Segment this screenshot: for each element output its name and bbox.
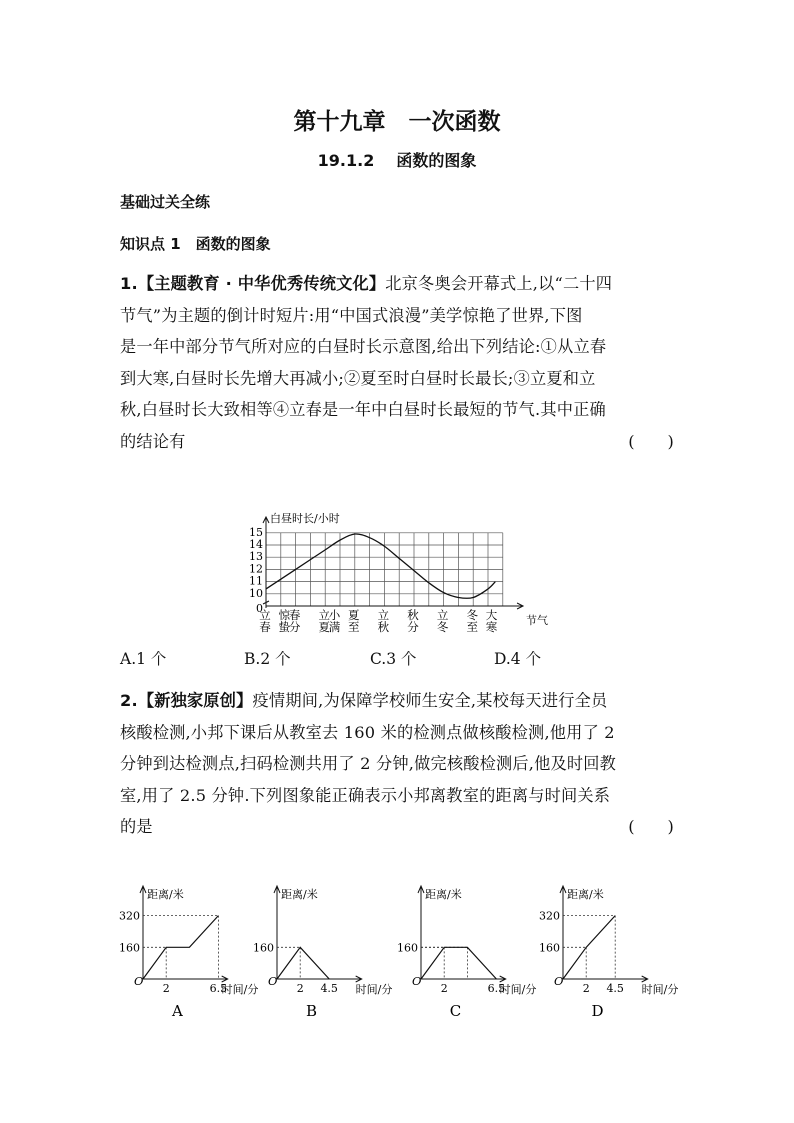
x-tick-label-bottom: 寒 <box>485 620 498 634</box>
graph-caption: A <box>172 1002 183 1020</box>
y-tick-label: 11 <box>249 574 263 588</box>
question-2 <box>120 685 676 843</box>
section-title: 函数的图象 <box>396 151 477 170</box>
question-line <box>120 268 676 300</box>
question-tag: 【主题教育 · 中华优秀传统文化】 <box>137 274 386 293</box>
x-tick-label-top: 立 <box>318 608 330 622</box>
x-axis-label: 时间/分 <box>499 983 537 996</box>
y-tick-label: 10 <box>249 586 263 600</box>
graph-option-d[interactable] <box>538 883 679 1023</box>
y-tick-label: 15 <box>249 525 263 539</box>
x-tick-label-top: 小 <box>328 608 341 622</box>
x-tick-label-top: 大 <box>485 608 498 622</box>
option-a[interactable]: A.1 个 <box>120 650 167 668</box>
question-line: 节气”为主题的倒计时短片:用“中国式浪漫”美学惊艳了世界,下图 <box>120 305 583 325</box>
question-line <box>120 685 676 717</box>
question-line: 室,用了 2.5 分钟.下列图象能正确表示小邦离教室的距离与时间关系 <box>120 785 611 805</box>
x-tick-label-bottom: 蛰 <box>278 620 290 634</box>
option-b[interactable]: B.2 个 <box>244 650 291 668</box>
origin-label: O <box>268 974 278 988</box>
x-tick-label: 6.5 <box>209 982 228 995</box>
y-tick-label: 320 <box>539 909 560 923</box>
x-tick-label-top: 惊 <box>278 608 290 622</box>
question-line: 核酸检测,小邦下课后从教室去 160 米的检测点做核酸检测,他用了 2 <box>120 722 615 742</box>
x-tick-label-top: 冬 <box>466 608 478 622</box>
chart-x-axis-label: 节气 <box>526 614 548 627</box>
question-text: 的结论有 <box>120 431 186 451</box>
question-line <box>120 811 676 843</box>
distance-line <box>143 916 218 979</box>
option-d[interactable]: D.4 个 <box>494 650 542 668</box>
graph-option-c[interactable] <box>396 883 537 1023</box>
knowledge-point-heading: 知识点 1 函数的图象 <box>120 235 271 253</box>
graph-caption: C <box>449 1002 462 1020</box>
graph-caption: B <box>305 1002 317 1020</box>
x-tick-label-top: 夏 <box>348 608 360 622</box>
question-line: 分钟到达检测点,扫码检测共用了 2 分钟,做完核酸检测后,他及时回教 <box>120 754 617 773</box>
question-number: 2. <box>120 691 138 710</box>
y-tick-label: 160 <box>119 941 140 955</box>
question-tag: 【新独家原创】 <box>137 691 253 710</box>
answer-parentheses: ( ) <box>628 817 674 836</box>
section-subtitle <box>0 148 794 171</box>
x-tick-label: 2 <box>162 982 170 995</box>
x-tick-label-bottom: 夏 <box>318 620 330 634</box>
question-text: 疫情期间,为保障学校师生安全,某校每天进行全员 <box>252 691 608 710</box>
graph-option-b[interactable] <box>252 883 393 1023</box>
origin-label: O <box>554 974 564 988</box>
x-tick-label: 2 <box>440 982 448 995</box>
question-1 <box>120 268 676 457</box>
x-tick-label-top: 立 <box>377 608 390 622</box>
x-tick-label-bottom: 满 <box>328 620 341 634</box>
question-text: 北京冬奥会开幕式上,以“二十四 <box>385 274 613 293</box>
y-tick-label: 12 <box>249 562 263 576</box>
origin-label: O <box>134 974 144 988</box>
y-axis-label: 距离/米 <box>567 888 604 901</box>
y-axis-label: 距离/米 <box>281 888 318 901</box>
y-tick-label: 160 <box>397 941 418 955</box>
question-line: 到大寒,白昼时长先增大再减小;②夏至时白昼时长最长;③立夏和立 <box>120 368 596 388</box>
x-tick-label-bottom: 分 <box>407 620 419 634</box>
x-tick-label-bottom: 秋 <box>377 620 390 634</box>
origin-label: O <box>412 974 422 988</box>
graph-option-a[interactable] <box>118 883 259 1023</box>
option-c[interactable]: C.3 个 <box>370 650 417 668</box>
y-axis-label: 距离/米 <box>425 888 462 901</box>
question-number: 1. <box>120 274 138 293</box>
y-tick-label: 0 <box>256 602 263 615</box>
x-tick-label-top: 春 <box>288 608 301 622</box>
x-axis-label: 时间/分 <box>221 983 259 996</box>
section-number: 19.1.2 <box>317 151 375 170</box>
distance-line <box>277 947 329 979</box>
x-tick-label: 4.5 <box>320 982 338 995</box>
graph-caption: D <box>591 1002 604 1020</box>
x-tick-label: 2 <box>296 982 304 995</box>
x-tick-label: 4.5 <box>606 982 624 995</box>
x-axis-label: 时间/分 <box>641 983 679 996</box>
y-tick-label: 13 <box>249 550 263 564</box>
question-line: 是一年中部分节气所对应的白昼时长示意图,给出下列结论:①从立春 <box>120 337 607 356</box>
x-tick-label-top: 秋 <box>407 608 419 622</box>
x-tick-label-bottom: 冬 <box>436 620 449 634</box>
y-tick-label: 14 <box>249 538 263 551</box>
chart-y-axis-label: 白昼时长/小时 <box>270 512 340 525</box>
y-tick-label: 160 <box>539 941 560 955</box>
daylight-chart <box>248 508 558 640</box>
distance-line <box>563 916 615 979</box>
x-tick-label: 2 <box>582 982 590 995</box>
question-text: 的是 <box>120 817 153 836</box>
distance-line <box>421 947 496 979</box>
question-line <box>120 426 676 458</box>
x-tick-label-bottom: 春 <box>259 620 271 634</box>
x-tick-label-top: 立 <box>436 608 449 622</box>
x-tick-label: 6.5 <box>487 982 506 995</box>
x-tick-label-bottom: 分 <box>288 620 301 634</box>
x-tick-label-top: 立 <box>259 608 271 622</box>
chapter-title: 第十九章 一次函数 <box>293 109 501 135</box>
daylight-curve <box>266 534 495 598</box>
x-axis-label: 时间/分 <box>355 983 393 996</box>
answer-parentheses: ( ) <box>628 431 674 451</box>
x-tick-label-bottom: 至 <box>466 620 478 634</box>
y-tick-label: 160 <box>253 941 274 955</box>
section-heading: 基础过关全练 <box>120 193 211 211</box>
question-line: 秋,白昼时长大致相等④立春是一年中白昼时长最短的节气.其中正确 <box>120 400 606 419</box>
y-tick-label: 320 <box>119 909 140 923</box>
y-axis-label: 距离/米 <box>147 888 184 901</box>
x-tick-label-bottom: 至 <box>348 620 360 634</box>
